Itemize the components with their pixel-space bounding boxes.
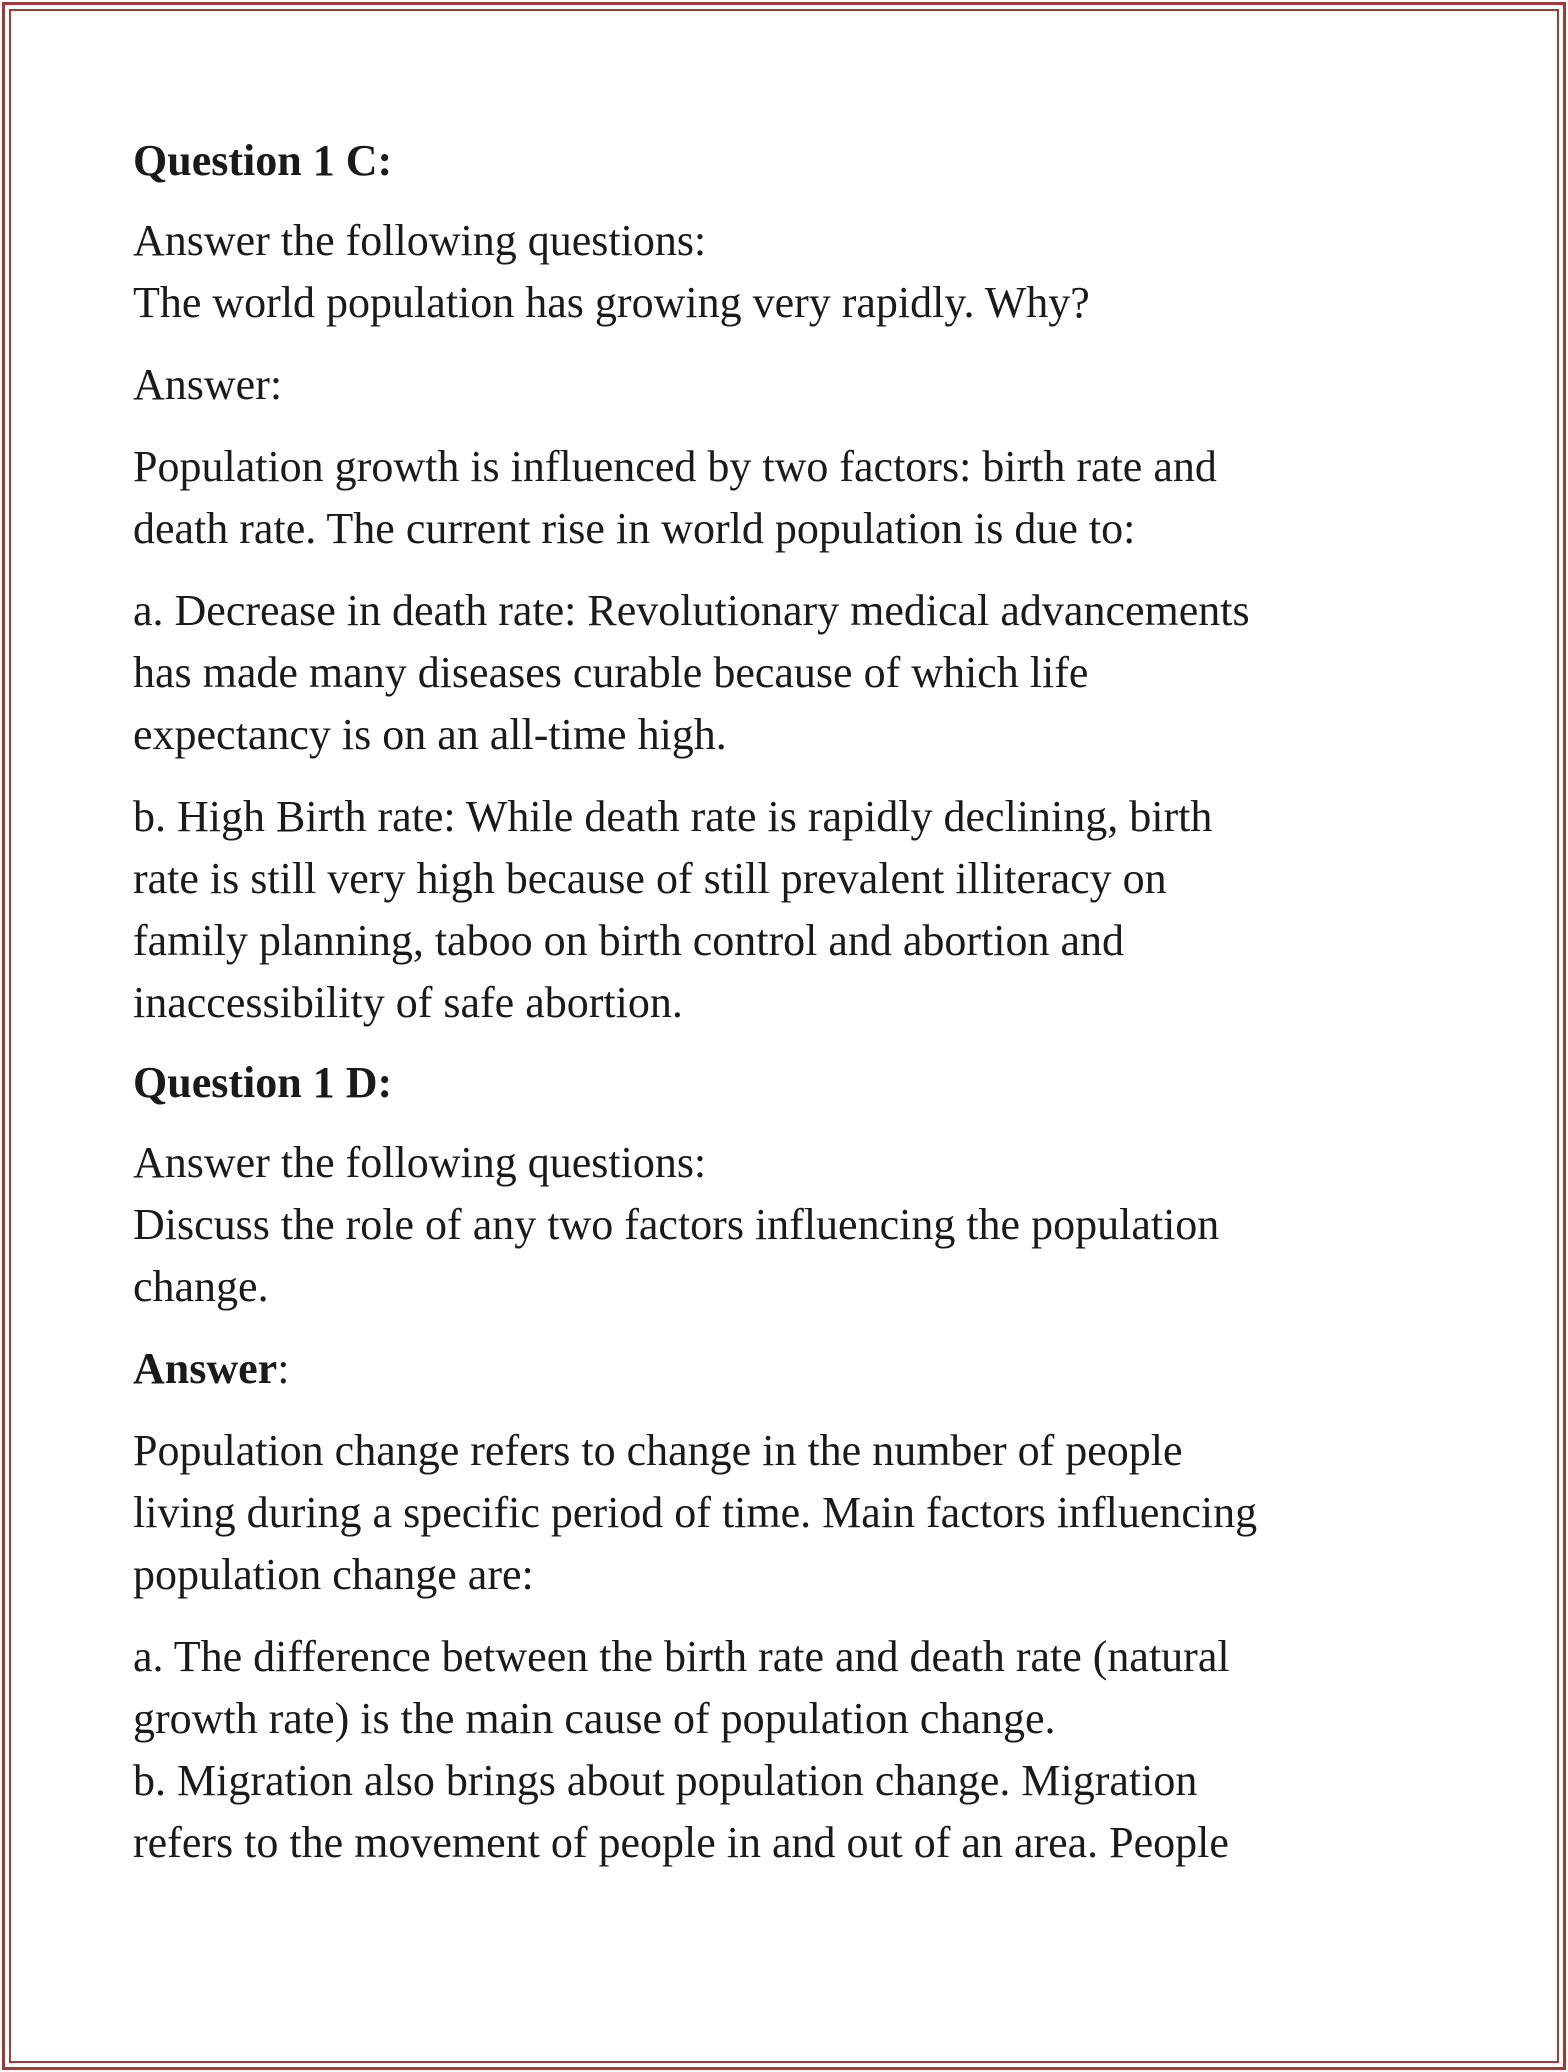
prompt-line: Discuss the role of any two factors influencing the population <box>133 1200 1220 1249</box>
answer-line: living during a specific period of time. Main factors influencing <box>133 1488 1258 1537</box>
question-1c-answer-label: Answer: <box>133 360 283 409</box>
prompt-line: change. <box>133 1262 269 1311</box>
answer-paragraph <box>133 1626 1433 1874</box>
answer-label-colon: : <box>277 1344 290 1393</box>
answer-line: family planning, taboo on birth control and abortion and <box>133 916 1125 965</box>
question-1c-heading: Question 1 C: <box>133 136 393 185</box>
answer-paragraph <box>133 786 1433 1034</box>
answer-line: has made many diseases curable because of which life <box>133 648 1089 697</box>
prompt-line: Answer the following questions: <box>133 216 707 265</box>
question-1d-prompt <box>133 1132 1433 1318</box>
question-1d-answer-label <box>133 1338 1433 1400</box>
document-content <box>133 130 1433 1874</box>
answer-line: death rate. The current rise in world population is due to: <box>133 504 1136 553</box>
section-question-1d <box>133 1052 1433 1874</box>
answer-line: a. Decrease in death rate: Revolutionary medical advancements <box>133 586 1250 635</box>
answer-line: b. High Birth rate: While death rate is rapidly declining, birth <box>133 792 1213 841</box>
answer-paragraph <box>133 580 1433 766</box>
prompt-line: The world population has growing very rapidly. Why? <box>133 278 1090 327</box>
answer-line: Population growth is influenced by two factors: birth rate and <box>133 442 1217 491</box>
answer-line: refers to the movement of people in and out of an area. People <box>133 1818 1229 1867</box>
section-question-1c <box>133 130 1433 1034</box>
question-1d-heading: Question 1 D: <box>133 1058 393 1107</box>
answer-line: b. Migration also brings about population change. Migration <box>133 1756 1198 1805</box>
answer-line: rate is still very high because of still prevalent illiteracy on <box>133 854 1167 903</box>
prompt-line: Answer the following questions: <box>133 1138 707 1187</box>
answer-paragraph <box>133 1420 1433 1606</box>
question-1c-prompt <box>133 210 1433 334</box>
answer-line: a. The difference between the birth rate and death rate (natural <box>133 1632 1230 1681</box>
answer-line: Population change refers to change in the number of people <box>133 1426 1183 1475</box>
answer-line: growth rate) is the main cause of population change. <box>133 1694 1056 1743</box>
answer-line: expectancy is on an all-time high. <box>133 710 727 759</box>
answer-label-bold: Answer <box>133 1344 278 1393</box>
answer-paragraph <box>133 436 1433 560</box>
answer-line: inaccessibility of safe abortion. <box>133 978 683 1027</box>
answer-line: population change are: <box>133 1550 534 1599</box>
